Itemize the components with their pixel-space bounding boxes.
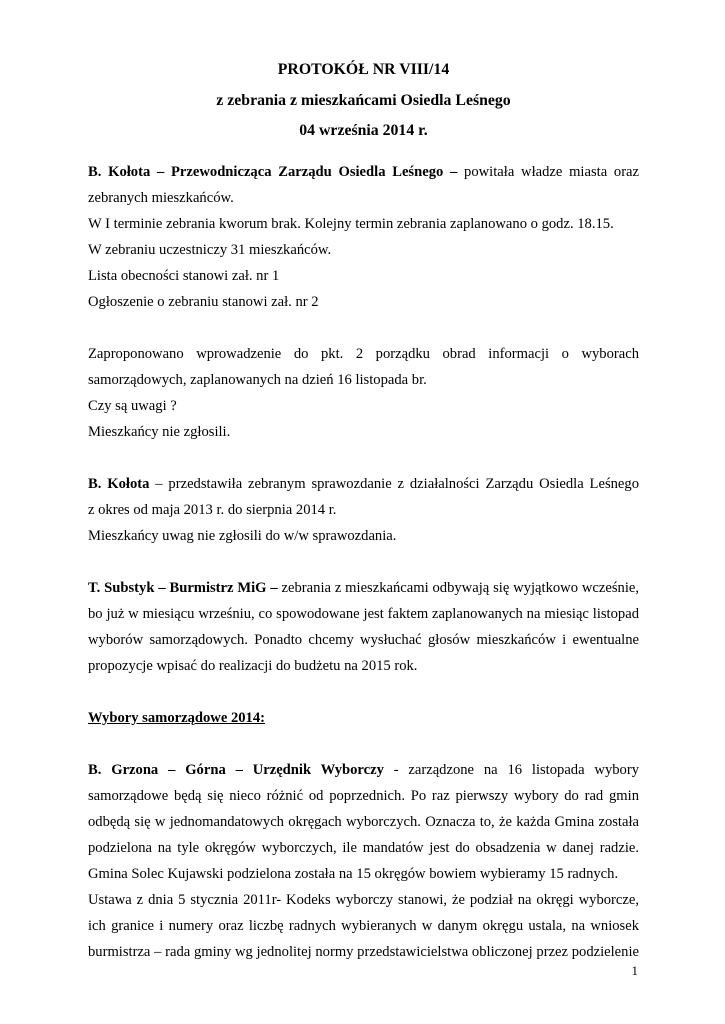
paragraph-gap (88, 679, 639, 705)
paragraph-line: Ogłoszenie o zebraniu stanowi zał. nr 2 (88, 294, 319, 310)
speaker-name: T. Substyk – Burmistrz MiG – (88, 580, 278, 596)
speaker-name: B. Kołota – Przewodnicząca Zarządu Osiedla Leśnego – (88, 164, 458, 180)
paragraph-text: zebrania z mieszkańcami odbywają się wyjątkowo wcześnie, (277, 580, 639, 596)
paragraph-line (88, 159, 639, 185)
paragraph-line: odbędą się w jednomandatowych okręgach wyborczych. Oznacza to, że każda Gmina została (88, 814, 639, 830)
paragraph-line (88, 757, 639, 783)
paragraph-line: W zebraniu uczestniczy 31 mieszkańców. (88, 242, 332, 258)
speaker-name: B. Grzona – Górna – Urzędnik Wyborczy (88, 762, 384, 778)
paragraph-line: propozycje wpisać do realizacji do budżetu na 2015 rok. (88, 658, 418, 674)
paragraph-gap (88, 315, 639, 341)
paragraph-gap (88, 549, 639, 575)
paragraph-line: W I terminie zebrania kworum brak. Kolejny termin zebrania zaplanowano o godz. 18.15. (88, 216, 614, 232)
paragraph-gap (88, 731, 639, 757)
paragraph-text: – przedstawiła zebranym sprawozdanie z działalności Zarządu Osiedla Leśnego (149, 476, 639, 492)
paragraph-line: Mieszkańcy nie zgłosili. (88, 424, 231, 440)
paragraph-line: Gmina Solec Kujawski podzielona została na 15 okręgów bowiem wybieramy 15 radnych. (88, 866, 619, 882)
document-date: 04 września 2014 r. (299, 122, 428, 139)
document-page (88, 55, 639, 965)
document-subtitle: z zebrania z mieszkańcami Osiedla Leśnego (216, 92, 511, 109)
paragraph-line: podzielona na tyle okręgów wyborczych, ile mandatów jest do obsadzenia w danej radzie. (88, 840, 639, 856)
paragraph-line (88, 471, 639, 497)
paragraph-line: Mieszkańcy uwag nie zgłosili do w/w sprawozdania. (88, 528, 397, 544)
paragraph-line: Ustawa z dnia 5 stycznia 2011r- Kodeks wyborczy stanowi, że podział na okręgi wyborcze, (88, 892, 639, 908)
paragraph-line: Czy są uwagi ? (88, 398, 177, 414)
paragraph-line: samorządowe będą się nieco różnić od poprzednich. Po raz pierwszy wybory do rad gmin (88, 788, 639, 804)
paragraph-line: Lista obecności stanowi zał. nr 1 (88, 268, 280, 284)
paragraph-line: ich granice i numery oraz liczbę radnych wybieranych w danym okręgu ustala, na wniosek (88, 918, 639, 934)
paragraph-text: - zarządzone na 16 listopada wybory (383, 762, 639, 778)
paragraph-line: burmistrza – rada gminy wg jednolitej normy przedstawicielstwa obliczonej przez podzielenie (88, 944, 639, 960)
paragraph-line: bo już w miesiącu wrześniu, co spowodowane jest faktem zaplanowanych na miesiąc listopad (88, 606, 639, 622)
paragraph-text: powitała władze miasta oraz (457, 164, 640, 180)
document-title: PROTOKÓŁ NR VIII/14 (277, 61, 450, 78)
page-number: 1 (631, 963, 638, 978)
paragraph-line: z okres od maja 2013 r. do sierpnia 2014 r. (88, 502, 337, 518)
paragraph-line: samorządowych, zaplanowanych na dzień 16 listopada br. (88, 372, 427, 388)
paragraph-line: Zaproponowano wprowadzenie do pkt. 2 porządku obrad informacji o wyborach (88, 346, 639, 362)
speaker-name: B. Kołota (88, 476, 150, 492)
section-heading: Wybory samorządowe 2014: (88, 710, 265, 726)
paragraph-gap (88, 445, 639, 471)
paragraph-line: zebranych mieszkańców. (88, 190, 234, 206)
paragraph-line: wyborów samorządowych. Ponadto chcemy wysłuchać głosów mieszkańców i ewentualne (88, 632, 639, 648)
paragraph-line (88, 575, 639, 601)
